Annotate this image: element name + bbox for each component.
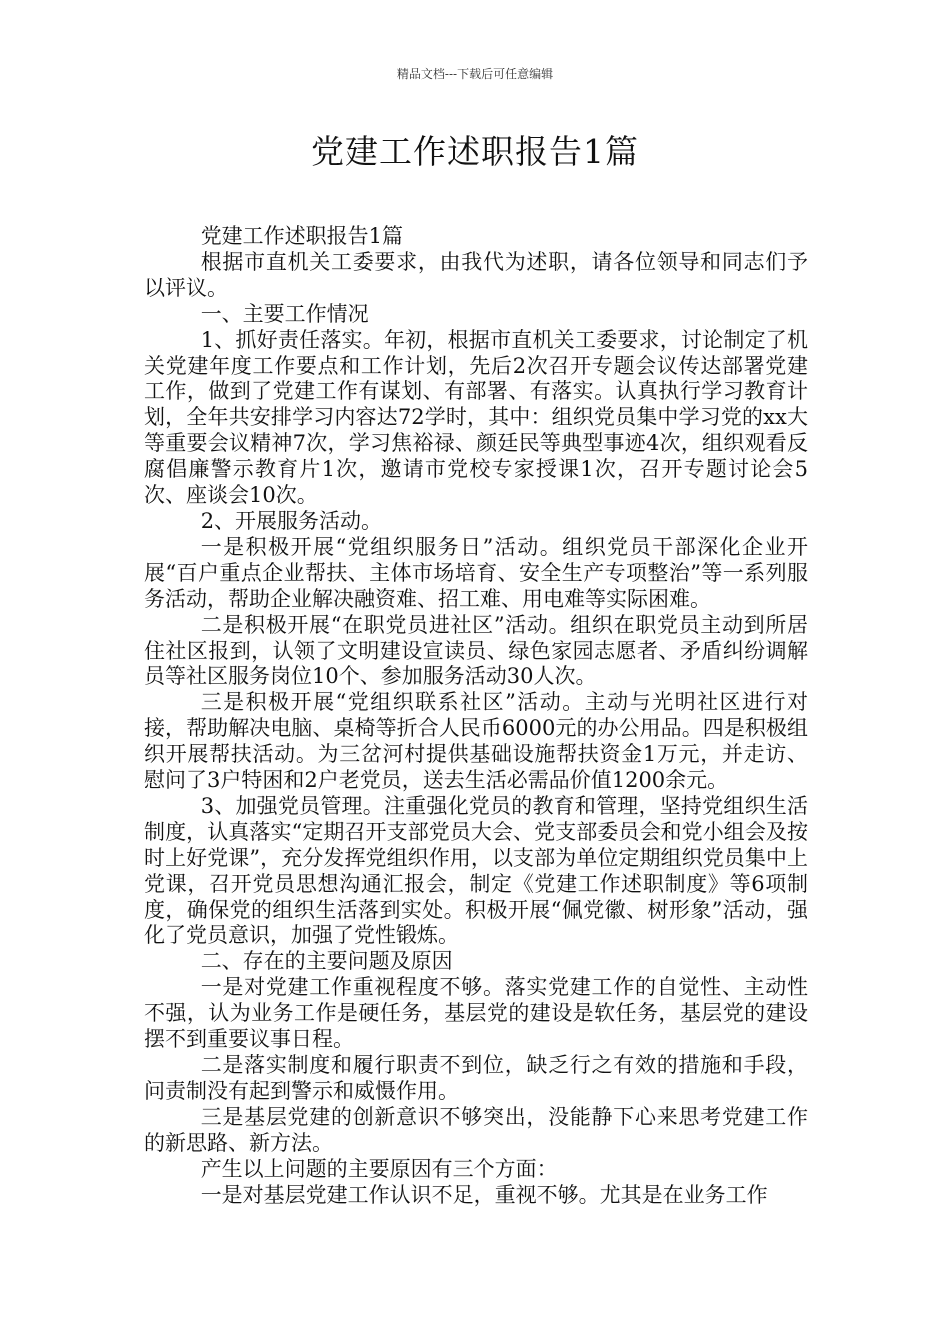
paragraph: 一是积极开展“党组织服务日”活动。组织党员干部深化企业开展“百户重点企业帮扶、主体市场培育、安全生产专项整治”等一系列服务活动，帮助企业解决融资难、招工难、用电难等实际困难。: [144, 534, 808, 611]
paragraph: 二是落实制度和履行职责不到位，缺乏行之有效的措施和手段，问责制没有起到警示和威慑作用。: [144, 1053, 808, 1103]
paragraph: 产生以上问题的主要原因有三个方面：: [200, 1156, 558, 1181]
paragraph: 根据市直机关工委要求，由我代为述职，请各位领导和同志们予以评议。: [144, 249, 808, 300]
paragraph: 2、开展服务活动。: [200, 508, 383, 533]
section-heading: 一、主要工作情况: [200, 301, 369, 326]
paragraph: 三是积极开展“党组织联系社区”活动。主动与光明社区进行对接，帮助解决电脑、桌椅等折合人民币6000元的办公用品。四是积极组织开展帮扶活动。为三岔河村提供基础设施帮扶资金1万元，并走访、慰问了3户特困和2户老党员，送去生活必需品价值1200余元。: [144, 690, 808, 793]
paragraph: 1、抓好责任落实。年初，根据市直机关工委要求，讨论制定了机关党建年度工作要点和工作计划，先后2次召开专题会议传达部署党建工作，做到了党建工作有谋划、有部署、有落实。认真执行学习教育计划，全年共安排学习内容达72学时，其中：组织党员集中学习党的xx大等重要会议精神7次，学习焦裕禄、颜廷民等典型事迹4次，组织观看反腐倡廉警示教育片1次，邀请市党校专家授课1次，召开专题讨论会5次、座谈会10次。: [144, 327, 808, 508]
document-body: [144, 224, 808, 1208]
paragraph: 一是对党建工作重视程度不够。落实党建工作的自觉性、主动性不强，认为业务工作是硬任务，基层党的建设是软任务，基层党的建设摆不到重要议事日程。: [144, 975, 808, 1052]
paragraph: 三是基层党建的创新意识不够突出，没能静下心来思考党建工作的新思路、新方法。: [144, 1104, 808, 1155]
paragraph-subtitle: 党建工作述职报告1篇: [200, 224, 404, 248]
paragraph: 二是积极开展“在职党员进社区”活动。组织在职党员主动到所居住社区报到，认领了文明建设宣读员、绿色家园志愿者、矛盾纠纷调解员等社区服务岗位10个、参加服务活动30人次。: [144, 612, 808, 689]
document-title: 党建工作述职报告1篇: [311, 132, 639, 171]
paragraph: 3、加强党员管理。注重强化党员的教育和管理，坚持党组织生活制度，认真落实“定期召开支部党员大会、党支部委员会和党小组会及按时上好党课”，充分发挥党组织作用，以支部为单位定期组织党员集中上党课，召开党员思想沟通汇报会，制定《党建工作述职制度》等6项制度，确保党的组织生活落到实处。积极开展“佩党徽、树形象”活动，强化了党员意识，加强了党性锻炼。: [144, 793, 808, 948]
header-note: 精品文档---下载后可任意编辑: [396, 67, 554, 81]
section-heading: 二、存在的主要问题及原因: [200, 949, 453, 974]
paragraph: 一是对基层党建工作认识不足，重视不够。尤其是在业务工作: [200, 1182, 768, 1207]
